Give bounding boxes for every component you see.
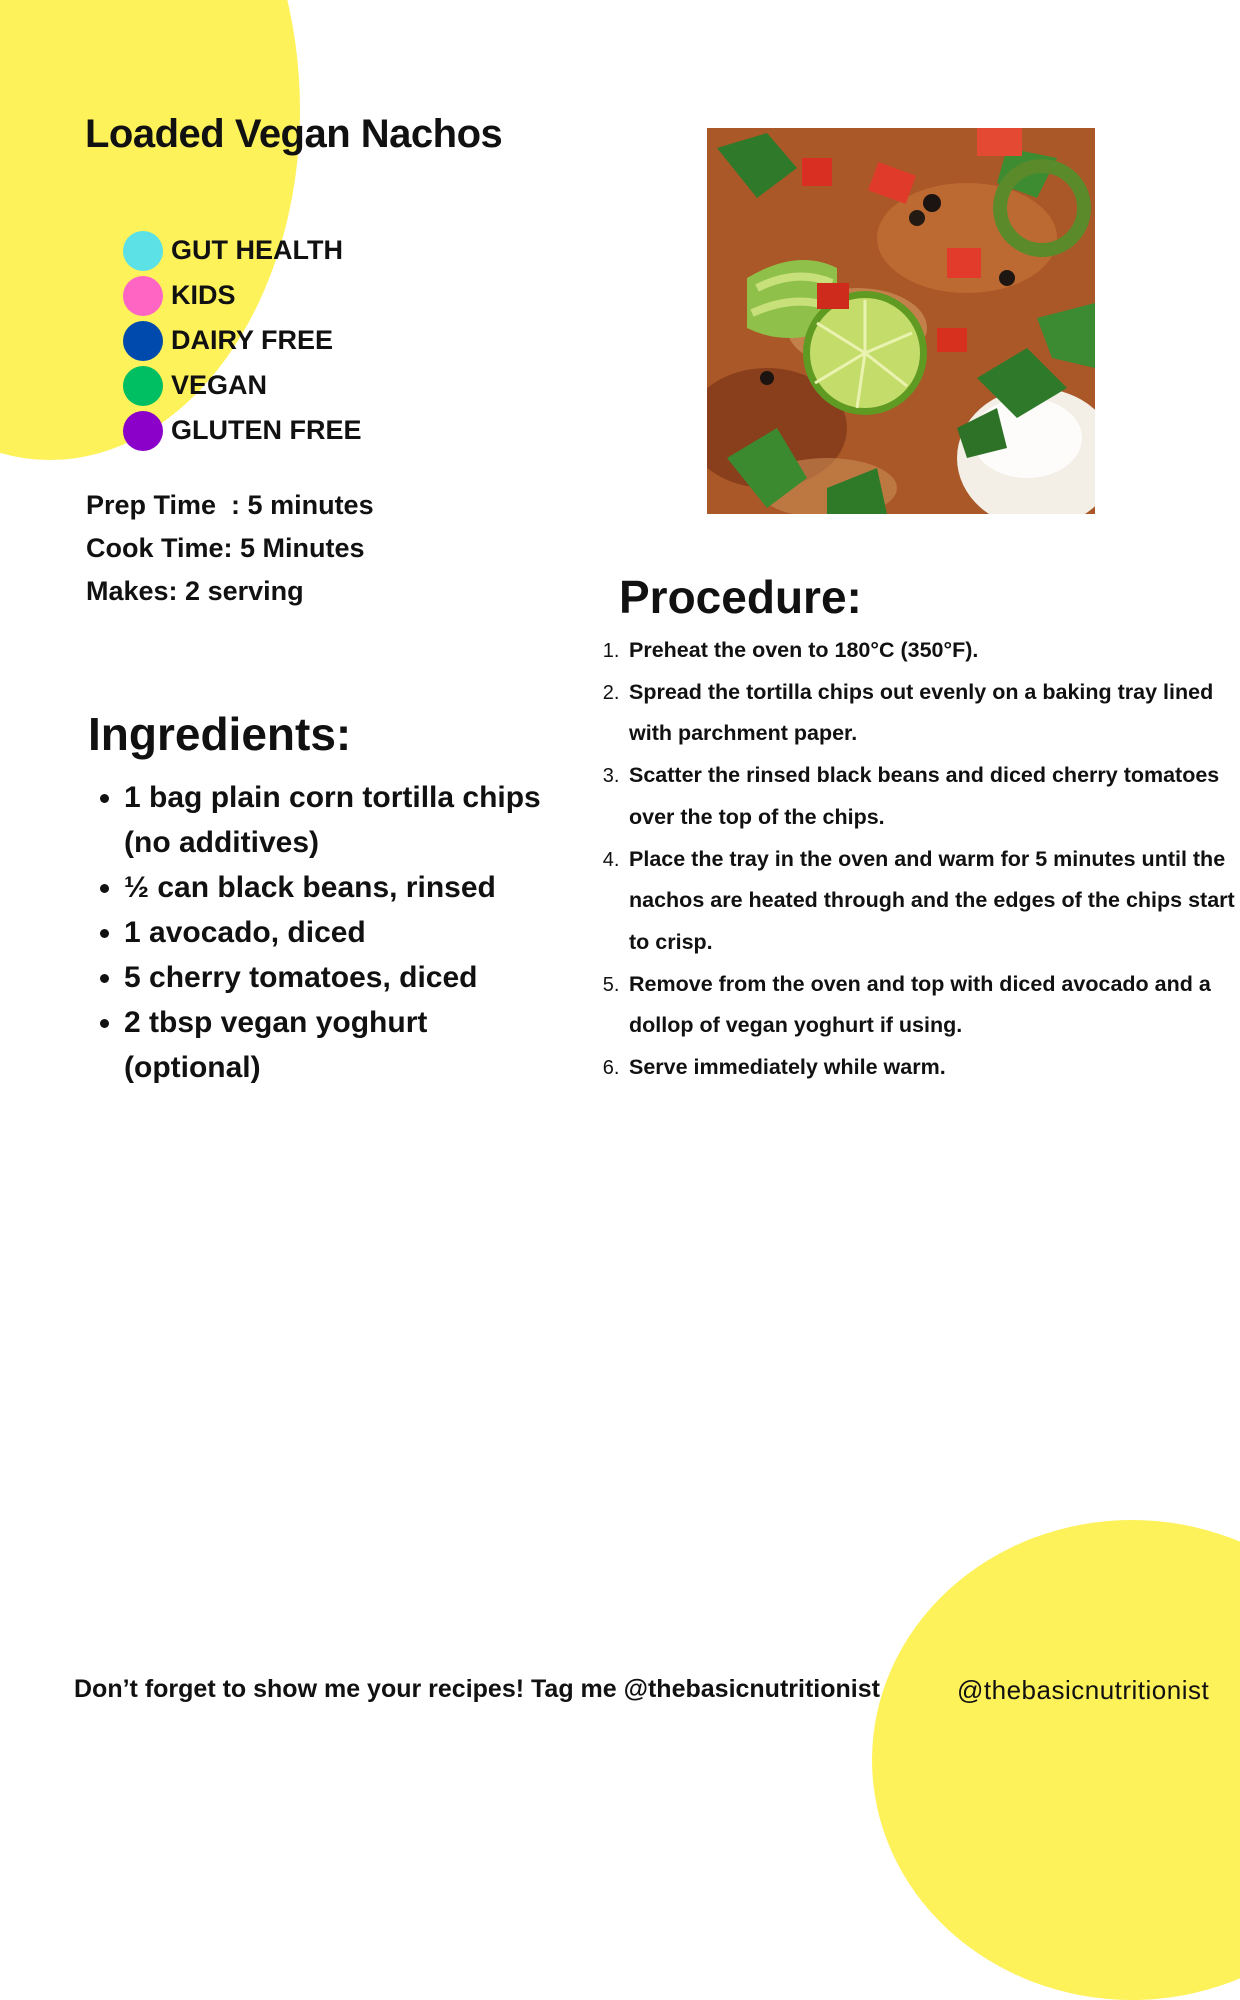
social-handle: @thebasicnutritionist — [957, 1675, 1210, 1705]
tag-gut-health — [123, 228, 362, 273]
recipe-meta — [86, 484, 374, 613]
ingredient-item: • 1 bag plain corn tortilla chips (no additives) — [124, 775, 544, 865]
procedure-step: 5. Remove from the oven and top with diced avocado and a dollop of vegan yoghurt if using. — [625, 964, 1235, 1047]
tag-vegan — [123, 363, 362, 408]
tag-color-dot — [123, 231, 163, 271]
procedure-heading: Procedure: — [619, 571, 862, 623]
cook-time: Cook Time: 5 Minutes — [86, 533, 365, 563]
procedure-step: 6. Serve immediately while warm. — [625, 1047, 1235, 1089]
nachos-photo — [707, 128, 1095, 514]
ingredient-item: • 5 cherry tomatoes, diced — [124, 955, 544, 1000]
tag-dairy-free — [123, 318, 362, 363]
footer-cta: Don’t forget to show me your recipes! Tag me @thebasicnutritionist — [74, 1675, 880, 1703]
tag-label: DAIRY FREE — [171, 325, 334, 355]
decorative-yellow-circle-bottom — [872, 1520, 1240, 2000]
diet-tags — [123, 228, 362, 453]
servings: Makes: 2 serving — [86, 576, 304, 606]
tag-gluten-free — [123, 408, 362, 453]
ingredients-heading: Ingredients: — [88, 708, 352, 760]
tag-color-dot — [123, 411, 163, 451]
procedure-step: 3. Scatter the rinsed black beans and diced cherry tomatoes over the top of the chips. — [625, 755, 1235, 838]
tag-color-dot — [123, 321, 163, 361]
ingredient-item: • 1 avocado, diced — [124, 910, 544, 955]
tag-color-dot — [123, 366, 163, 406]
ingredients-list — [88, 775, 544, 1090]
procedure-list — [604, 630, 1235, 1089]
procedure-step: 1. Preheat the oven to 180°C (350°F). — [625, 630, 1235, 672]
tag-kids — [123, 273, 362, 318]
procedure-step: 4. Place the tray in the oven and warm for 5 minutes until the nachos are heated through and the edges of the chips start to crisp. — [625, 839, 1235, 964]
ingredient-item: • ½ can black beans, rinsed — [124, 865, 544, 910]
tag-color-dot — [123, 276, 163, 316]
tag-label: KIDS — [171, 280, 236, 310]
prep-time: Prep Time : 5 minutes — [86, 490, 374, 520]
recipe-title: Loaded Vegan Nachos — [85, 112, 503, 156]
procedure-step: 2. Spread the tortilla chips out evenly on a baking tray lined with parchment paper. — [625, 672, 1235, 755]
ingredient-item: • 2 tbsp vegan yoghurt (optional) — [124, 1000, 544, 1090]
tag-label: GLUTEN FREE — [171, 415, 362, 445]
tag-label: GUT HEALTH — [171, 235, 343, 265]
tag-label: VEGAN — [171, 370, 268, 400]
